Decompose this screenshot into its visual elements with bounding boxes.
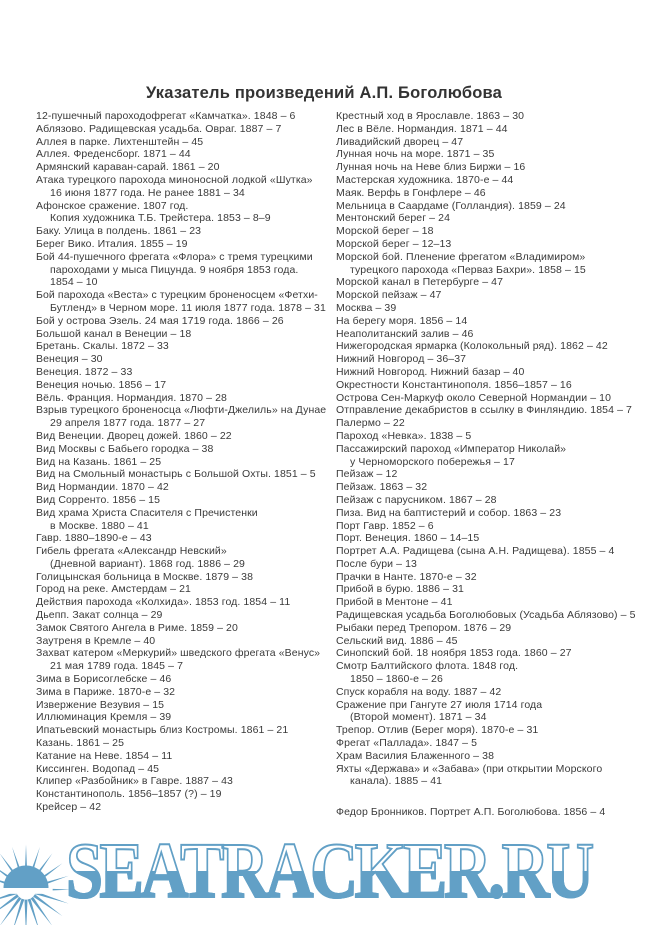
index-line: Вид Москвы с Бабьего городка – 38 bbox=[36, 442, 214, 455]
index-line: Вид на Казань. 1861 – 25 bbox=[36, 455, 162, 468]
index-line: Бутленд» в Черном море. 11 июля 1877 года. 1878 – 31 bbox=[50, 301, 326, 314]
index-line: (Второй момент). 1871 – 34 bbox=[350, 711, 487, 724]
index-line: Баку. Улица в полдень. 1861 – 23 bbox=[36, 225, 202, 238]
index-line: Венеция ночью. 1856 – 17 bbox=[36, 378, 167, 391]
index-line: Ливадийский дворец – 47 bbox=[336, 135, 464, 148]
index-line: Пейзаж – 12 bbox=[336, 468, 398, 481]
watermark bbox=[0, 830, 648, 925]
index-line: Сражение при Гангуте 27 июля 1714 года bbox=[336, 698, 543, 711]
index-line: Прачки в Нанте. 1870-е – 32 bbox=[336, 570, 477, 583]
index-columns bbox=[36, 110, 648, 819]
index-line: 21 мая 1789 года. 1845 – 7 bbox=[50, 660, 184, 673]
index-line: Пейзаж с парусником. 1867 – 28 bbox=[336, 493, 497, 506]
index-line: На берегу моря. 1856 – 14 bbox=[336, 314, 468, 327]
index-line: Гавр. 1880–1890-е – 43 bbox=[36, 532, 152, 545]
index-line: Рыбаки перед Трепором. 1876 – 29 bbox=[336, 621, 512, 634]
index-line: Нижегородская ярмарка (Колокольный ряд). 1862 – 42 bbox=[336, 340, 608, 353]
index-gap bbox=[336, 788, 648, 806]
index-line: Неаполитанский залив – 46 bbox=[336, 327, 474, 340]
index-line: Морской берег – 18 bbox=[336, 225, 434, 238]
index-line: Действия парохода «Колхида». 1853 год. 1854 – 11 bbox=[36, 596, 291, 609]
index-line: Атака турецкого парохода миноносной лодкой «Шутка» bbox=[36, 173, 313, 186]
index-line: Зима в Париже. 1870-е – 32 bbox=[36, 685, 176, 698]
index-line: Спуск корабля на воду. 1887 – 42 bbox=[336, 685, 502, 698]
index-line: Мельница в Саардаме (Голландия). 1859 – 24 bbox=[336, 199, 566, 212]
index-line: Пейзаж. 1863 – 32 bbox=[336, 481, 428, 494]
index-line: Взрыв турецкого броненосца «Люфти-Джелиль» на Дунае bbox=[36, 404, 327, 417]
index-line: Палермо – 22 bbox=[336, 417, 405, 430]
index-line: Трепор. Отлив (Берег моря). 1870-е – 31 bbox=[336, 724, 539, 737]
index-line: Большой канал в Венеции – 18 bbox=[36, 327, 192, 340]
index-line: Вид на Смольный монастырь с Большой Охты. 1851 – 5 bbox=[36, 468, 316, 481]
index-line: Константинополь. 1856–1857 (?) – 19 bbox=[36, 788, 222, 801]
index-line: Острова Сен-Маркуф около Северной Нормандии – 10 bbox=[336, 391, 612, 404]
watermark-text: SEATRACKER.RU bbox=[66, 828, 591, 915]
index-line: Вёль. Франция. Нормандия. 1870 – 28 bbox=[36, 391, 227, 404]
index-line: Голицынская больница в Москве. 1879 – 38 bbox=[36, 570, 254, 583]
index-line: пароходами у мыса Пицунда. 9 ноября 1853 года. bbox=[50, 263, 299, 276]
index-line: Смотр Балтийского флота. 1848 год. bbox=[336, 660, 519, 673]
index-line: Замок Святого Ангела в Риме. 1859 – 20 bbox=[36, 621, 238, 634]
index-line: Нижний Новгород – 36–37 bbox=[336, 353, 467, 366]
index-line: Заутреня в Кремле – 40 bbox=[36, 634, 156, 647]
index-line: Иллюминация Кремля – 39 bbox=[36, 711, 172, 724]
index-line: Бой 44-пушечного фрегата «Флора» с тремя турецкими bbox=[36, 250, 313, 263]
index-line: Гибель фрегата «Александр Невский» bbox=[36, 545, 227, 558]
index-line: Катание на Неве. 1854 – 11 bbox=[36, 749, 173, 762]
index-line: Федор Бронников. Портрет А.П. Боголюбова. 1856 – 4 bbox=[336, 806, 606, 819]
index-line: Ментонский берег – 24 bbox=[336, 212, 451, 225]
index-line: Радищевская усадьба Боголюбовых (Усадьба Аблязово) – 5 bbox=[336, 609, 636, 622]
index-line: Нижний Новгород. Нижний базар – 40 bbox=[336, 365, 525, 378]
index-line: Аллея в парке. Лихтенштейн – 45 bbox=[36, 135, 204, 148]
index-line: Морской бой. Пленение фрегатом «Владимиром» bbox=[336, 250, 586, 263]
index-line: Пароход «Невка». 1838 – 5 bbox=[336, 429, 472, 442]
index-line: в Москве. 1880 – 41 bbox=[50, 519, 149, 532]
index-column-right bbox=[336, 110, 648, 819]
index-line: Бретань. Скалы. 1872 – 33 bbox=[36, 340, 169, 353]
index-line: турецкого парохода «Перваз Бахри». 1858 – 15 bbox=[350, 263, 586, 276]
index-line: После бури – 13 bbox=[336, 557, 417, 570]
index-line: Лунная ночь на море. 1871 – 35 bbox=[336, 148, 495, 161]
index-line: Берег Вико. Италия. 1855 – 19 bbox=[36, 237, 188, 250]
index-line: Москва – 39 bbox=[336, 301, 397, 314]
index-line: 1850 – 1860-е – 26 bbox=[350, 673, 443, 686]
index-line: Лес в Вёле. Нормандия. 1871 – 44 bbox=[336, 122, 508, 135]
index-line: Бой парохода «Веста» с турецким броненосцем «Фетхи- bbox=[36, 289, 318, 302]
index-line: Отправление декабристов в ссылку в Финляндию. 1854 – 7 bbox=[336, 404, 632, 417]
index-line: Маяк. Верфь в Гонфлере – 46 bbox=[336, 186, 486, 199]
sun-icon bbox=[0, 838, 76, 925]
index-line: 12-пушечный пароходофрегат «Камчатка». 1848 – 6 bbox=[36, 110, 296, 122]
index-line: Морской пейзаж – 47 bbox=[336, 289, 442, 302]
index-line: Бой у острова Эзель. 24 мая 1719 года. 1866 – 26 bbox=[36, 314, 284, 327]
page-title: Указатель произведений А.П. Боголюбова bbox=[145, 84, 503, 102]
index-line: Извержение Везувия – 15 bbox=[36, 698, 165, 711]
index-line: Лунная ночь на Неве близ Биржи – 16 bbox=[336, 161, 526, 174]
index-line: Морской канал в Петербурге – 47 bbox=[336, 276, 504, 289]
index-line: Дьепп. Закат солнца – 29 bbox=[36, 609, 163, 622]
index-line: Копия художника Т.Б. Трейстера. 1853 – 8–9 bbox=[50, 212, 271, 225]
sun-horizon-gap bbox=[0, 888, 53, 894]
index-line: Афонское сражение. 1807 год. bbox=[36, 199, 189, 212]
index-column-left bbox=[36, 110, 336, 819]
index-line: Город на реке. Амстердам – 21 bbox=[36, 583, 191, 596]
index-line: 16 июня 1877 года. Не ранее 1881 – 34 bbox=[50, 186, 245, 199]
index-line: 29 апреля 1877 года. 1877 – 27 bbox=[50, 417, 206, 430]
index-line: Вид Венеции. Дворец дожей. 1860 – 22 bbox=[36, 429, 232, 442]
index-line: Казань. 1861 – 25 bbox=[36, 737, 125, 750]
index-line: Порт. Венеция. 1860 – 14–15 bbox=[336, 532, 480, 545]
index-line: Мастерская художника. 1870-е – 44 bbox=[336, 173, 514, 186]
index-line: Сельский вид. 1886 – 45 bbox=[336, 634, 458, 647]
index-line: Порт Гавр. 1852 – 6 bbox=[336, 519, 434, 532]
index-line: Прибой в бурю. 1886 – 31 bbox=[336, 583, 464, 596]
index-line: Крейсер – 42 bbox=[36, 801, 102, 814]
index-line: Фрегат «Паллада». 1847 – 5 bbox=[336, 737, 478, 750]
index-line: Окрестности Константинополя. 1856–1857 – 16 bbox=[336, 378, 572, 391]
index-line: Армянский караван-сарай. 1861 – 20 bbox=[36, 161, 220, 174]
index-line: Пиза. Вид на баптистерий и собор. 1863 – 23 bbox=[336, 506, 562, 519]
index-line: Вид храма Христа Спасителя с Пречистенки bbox=[36, 506, 258, 519]
index-line: Вид Нормандии. 1870 – 42 bbox=[36, 481, 169, 494]
index-line: Зима в Борисоглебске – 46 bbox=[36, 673, 172, 686]
index-line: Пассажирский пароход «Император Николай» bbox=[336, 442, 567, 455]
index-line: Крестный ход в Ярославле. 1863 – 30 bbox=[336, 110, 525, 122]
index-line: Яхты «Держава» и «Забава» (при открытии Морского bbox=[336, 762, 603, 775]
index-line: канала). 1885 – 41 bbox=[350, 775, 443, 788]
index-line: Венеция – 30 bbox=[36, 353, 103, 366]
index-line: Вид Сорренто. 1856 – 15 bbox=[36, 493, 161, 506]
index-line: Венеция. 1872 – 33 bbox=[36, 365, 133, 378]
index-line: Синопский бой. 18 ноября 1853 года. 1860 – 27 bbox=[336, 647, 572, 660]
index-line: Храм Василия Блаженного – 38 bbox=[336, 749, 495, 762]
index-line: Морской берег – 12–13 bbox=[336, 237, 452, 250]
index-line: 1854 – 10 bbox=[50, 276, 98, 289]
index-line: Аллея. Фреденсборг. 1871 – 44 bbox=[36, 148, 191, 161]
index-line: Портрет А.А. Радищева (сына А.Н. Радищева). 1855 – 4 bbox=[336, 545, 615, 558]
index-line: Аблязово. Радищевская усадьба. Овраг. 1887 – 7 bbox=[36, 122, 282, 135]
index-line: у Черноморского побережья – 17 bbox=[350, 455, 515, 468]
index-line: Захват катером «Меркурий» шведского фрегата «Венус» bbox=[36, 647, 321, 660]
index-line: (Дневной вариант). 1868 год. 1886 – 29 bbox=[50, 557, 245, 570]
index-line: Клипер «Разбойник» в Гавре. 1887 – 43 bbox=[36, 775, 233, 788]
index-line: Ипатьевский монастырь близ Костромы. 1861 – 21 bbox=[36, 724, 289, 737]
index-line: Прибой в Ментоне – 41 bbox=[336, 596, 453, 609]
index-line: Киссинген. Водопад – 45 bbox=[36, 762, 160, 775]
